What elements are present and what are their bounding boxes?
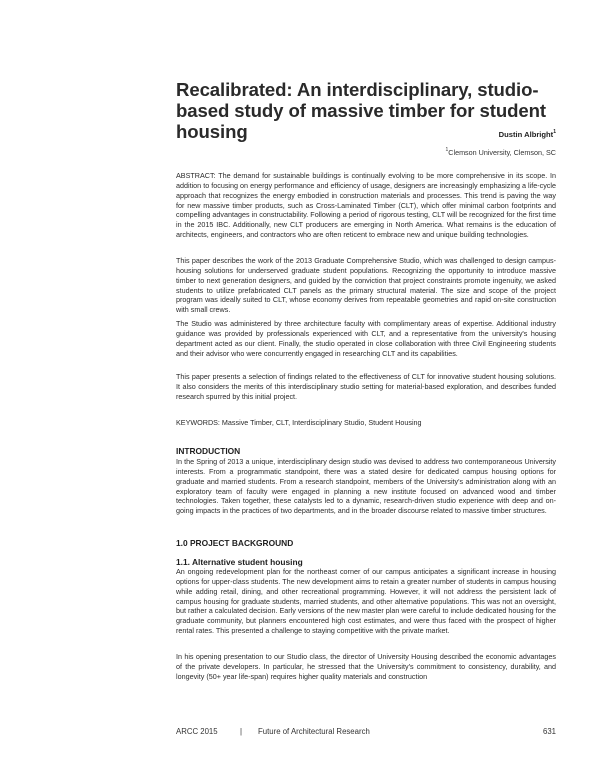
page-footer bbox=[176, 727, 556, 739]
section-heading: 1.0 PROJECT BACKGROUND bbox=[176, 538, 294, 548]
author-affiliation-mark: 1 bbox=[553, 129, 556, 135]
section-paragraph-2: In his opening presentation to our Studio class, the director of University Housing described the economic advantages of the private developers. In particular, he stressed that the University's commitment to consistency, durability, and longevity (50+ year life-span) requires higher quality materials and construction bbox=[176, 652, 556, 681]
keywords: KEYWORDS: Massive Timber, CLT, Interdisciplinary Studio, Student Housing bbox=[176, 418, 422, 427]
affiliation-text: Clemson University, Clemson, SC bbox=[448, 148, 556, 157]
author-name bbox=[499, 129, 556, 139]
abstract-paragraph-1: ABSTRACT: The demand for sustainable buildings is continually evolving to be more comprehensive in its scope. In addition to focusing on energy performance and efficiency of usage, designers are increasingly emphasizing a life-cycle approach that recognizes the energy embodied in construction materials and processes. This trend is paving the way for new massive timber products, such as Cross-Laminated Timber (CLT), which offer minimal carbon footprints and compelling advantages in constructability. Following a period of rigorous testing, CLT will be recognized for the first time in the 2015 IBC. Additionally, new CLT producers are emerging in North America. What remains is the education of architects, engineers, and contractors who are often reticent to embrace new and unique building technologies. bbox=[176, 171, 556, 240]
footer-separator: | bbox=[240, 727, 243, 736]
abstract-paragraph-3: The Studio was administered by three architecture faculty with complimentary areas of expertise. Additional industry guidance was provided by professionals experienced with CLT, and a representative from the university's housing department acted as our client. Finally, the studio operated in close collaboration with three Civil Engineering students and their advisor who were concurrently engaged in researching CLT and its capabilities. bbox=[176, 319, 556, 358]
footer-series: Future of Architectural Research bbox=[258, 727, 370, 736]
introduction-paragraph: In the Spring of 2013 a unique, interdisciplinary design studio was devised to address two contemporaneous University interests. From a programmatic standpoint, there was a stated desire for dedicated campus housing options for graduate and married students. From a research standpoint, members of the University's administration along with an exploratory team of faculty were engaged in planning a new institute focused on advanced wood and timber technologies. Taken together, these catalysts led to a dynamic, research-driven studio experience with deep and on-going impacts in the practices of two departments, and in the broader discourse related to massive timber structures. bbox=[176, 457, 556, 516]
affiliation-mark: 1 bbox=[445, 147, 449, 153]
subsection-heading: 1.1. Alternative student housing bbox=[176, 557, 303, 567]
abstract-paragraph-4: This paper presents a selection of findings related to the effectiveness of CLT for innovative student housing solutions. It also considers the merits of this interdisciplinary studio setting for material-based exploration, and describes funded research spurred by this initial project. bbox=[176, 372, 556, 401]
author-affiliation bbox=[446, 147, 557, 157]
author-text: Dustin Albright bbox=[498, 130, 554, 139]
paper-title: Recalibrated: An interdisciplinary, studio-based study of massive timber for student housing bbox=[176, 79, 546, 142]
section-paragraph-1: An ongoing redevelopment plan for the northeast corner of our campus anticipates a significant increase in housing options for upper-class students. The new development aims to retain a greater number of students in campus housing while adding retail, dining, and other recreational programming. However, it will not address the persistent lack of campus housing for graduate students, married students, and other alternative populations. This was not an oversight, but rather a calculated decision. Early versions of the new master plan were careful to include dedicated housing for the graduate community, but planners encountered high cost estimates, and were thus faced with the prospect of higher rental rates. This presented a challenge to staying competitive with the private market. bbox=[176, 567, 556, 636]
introduction-heading: INTRODUCTION bbox=[176, 446, 241, 456]
abstract-paragraph-2: This paper describes the work of the 2013 Graduate Comprehensive Studio, which was challenged to design campus-housing solutions for underserved graduate student populations. Recognizing the opportunity to introduce massive timber to next generation designers, and guided by the conviction that project constraints promote ingenuity, we asked students to utilize prefabricated CLT panels as the primary structural material. The size and scope of the project program was ideally suited to CLT, whose economy derives from repeatable geometries and rapid on-site construction with small crews. bbox=[176, 256, 556, 315]
page-number: 631 bbox=[542, 727, 556, 736]
footer-conference: ARCC 2015 bbox=[176, 727, 218, 736]
